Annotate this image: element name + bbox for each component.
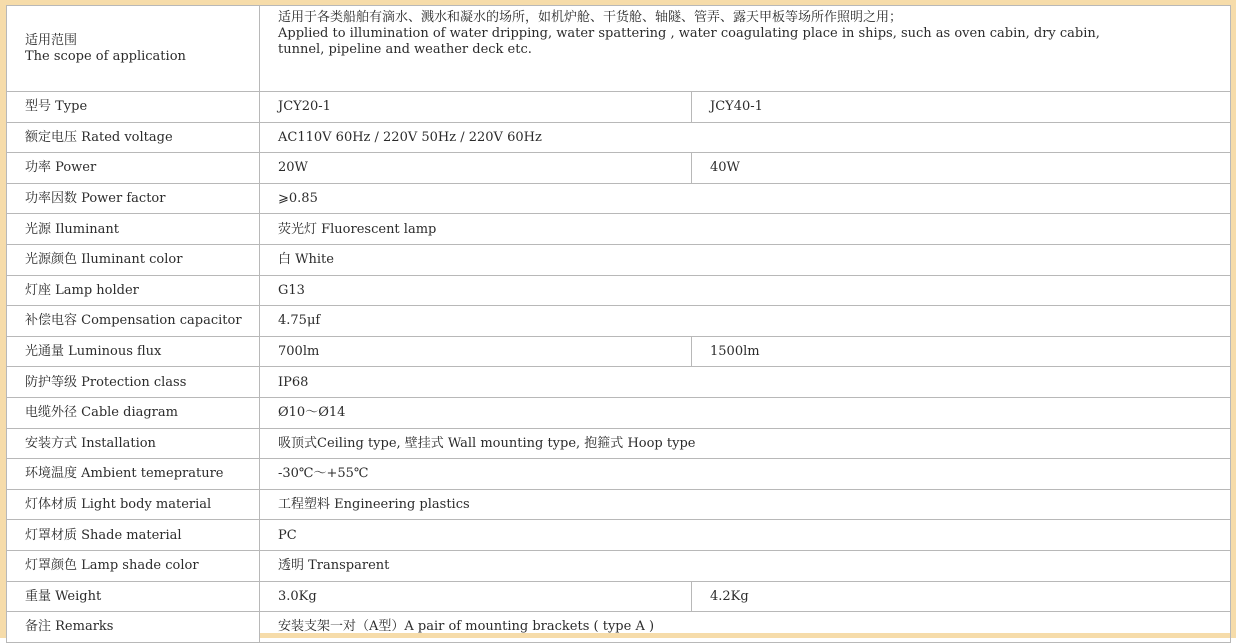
row-label: 灯座 Lamp holder: [7, 275, 260, 306]
row-value-model-2: 4.2Kg: [692, 581, 1231, 612]
row-value: -30℃～+55℃: [260, 459, 1231, 490]
row-value: AC110V 60Hz / 220V 50Hz / 220V 60Hz: [260, 122, 1231, 153]
table-row: [7, 489, 1231, 520]
table-row: [7, 153, 1231, 184]
table-row: [7, 306, 1231, 337]
row-value: 荧光灯 Fluorescent lamp: [260, 214, 1231, 245]
table-row: [7, 275, 1231, 306]
row-value: G13: [260, 275, 1231, 306]
row-value: 工程塑料 Engineering plastics: [260, 489, 1231, 520]
row-label: 安装方式 Installation: [7, 428, 260, 459]
row-label: 电缆外径 Cable diagram: [7, 397, 260, 428]
row-value: ⩾0.85: [260, 183, 1231, 214]
row-label: 环境温度 Ambient temeprature: [7, 459, 260, 490]
table-row: [7, 459, 1231, 490]
row-label: 重量 Weight: [7, 581, 260, 612]
row-label: 灯体材质 Light body material: [7, 489, 260, 520]
row-label: 灯罩材质 Shade material: [7, 520, 260, 551]
row-label: 补偿电容 Compensation capacitor: [7, 306, 260, 337]
scope-label-cn: 适用范围: [25, 32, 78, 48]
table-row: [7, 336, 1231, 367]
row-label: 光源颜色 Iluminant color: [7, 244, 260, 275]
row-value: IP68: [260, 367, 1231, 398]
table-row: [7, 214, 1231, 245]
row-label: 型号 Type: [7, 92, 260, 123]
table-row: [7, 244, 1231, 275]
scope-label-cell: [7, 6, 260, 92]
row-label: 额定电压 Rated voltage: [7, 122, 260, 153]
row-label: 功率因数 Power factor: [7, 183, 260, 214]
scope-value-en-2: tunnel, pipeline and weather deck etc.: [278, 42, 532, 57]
row-label: 防护等级 Protection class: [7, 367, 260, 398]
table-row: [7, 183, 1231, 214]
row-value-model-1: 20W: [260, 153, 692, 184]
table-row: [7, 520, 1231, 551]
table-row: [7, 428, 1231, 459]
row-value: 吸顶式Ceiling type, 壁挂式 Wall mounting type, 抱箍式 Hoop type: [260, 428, 1231, 459]
table-row: [7, 92, 1231, 123]
row-label: 光通量 Luminous flux: [7, 336, 260, 367]
row-label: 备注 Remarks: [7, 612, 260, 643]
row-value-model-2: 40W: [692, 153, 1231, 184]
row-value: Ø10～Ø14: [260, 397, 1231, 428]
scope-value-cell: [260, 6, 1231, 92]
row-value-model-1: 700lm: [260, 336, 692, 367]
row-label: 功率 Power: [7, 153, 260, 184]
table-row: [7, 550, 1231, 581]
row-value: 4.75μf: [260, 306, 1231, 337]
row-value-model-2: 1500lm: [692, 336, 1231, 367]
row-value: 安装支架一对（A型）A pair of mounting brackets ( type A ): [260, 612, 1231, 643]
table-row: [7, 397, 1231, 428]
row-value: 白 White: [260, 244, 1231, 275]
row-label: 灯罩颜色 Lamp shade color: [7, 550, 260, 581]
row-label: 光源 Iluminant: [7, 214, 260, 245]
scope-value-en-1: Applied to illumination of water dripping, water spattering , water coagulating place in ships, such as oven cabin, dry cabin,: [278, 26, 1100, 41]
table-row: [7, 367, 1231, 398]
table-row-scope: [7, 6, 1231, 92]
row-value: 透明 Transparent: [260, 550, 1231, 581]
table-row: [7, 122, 1231, 153]
scope-value-cn: 适用于各类船舶有滴水、溅水和凝水的场所，如机炉舱、干货舱、轴隧、管弄、露天甲板等场所作照明之用；: [278, 10, 903, 25]
row-value-model-2: JCY40-1: [692, 92, 1231, 123]
row-value-model-1: 3.0Kg: [260, 581, 692, 612]
table-row: [7, 581, 1231, 612]
row-value: PC: [260, 520, 1231, 551]
scope-label-en: The scope of application: [25, 48, 186, 64]
row-value-model-1: JCY20-1: [260, 92, 692, 123]
spec-table: [6, 5, 1231, 643]
